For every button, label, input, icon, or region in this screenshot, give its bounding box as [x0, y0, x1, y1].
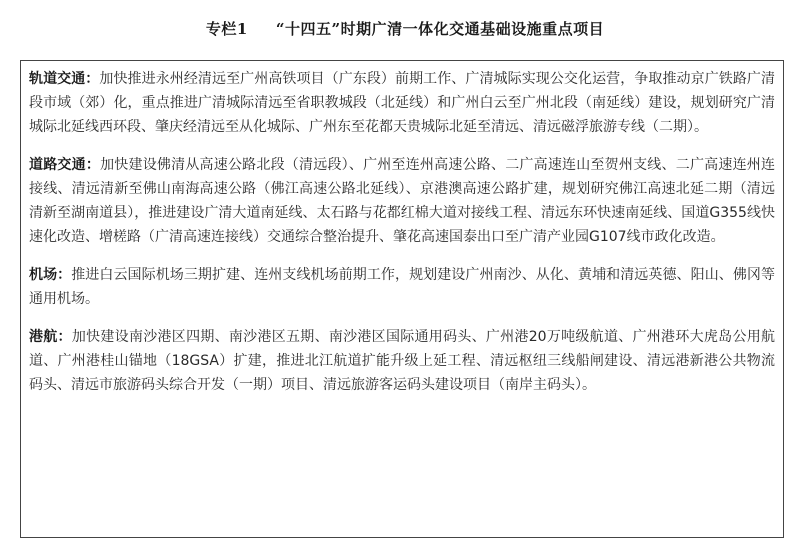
section-body: 推进白云国际机场三期扩建、连州支线机场前期工作，规划建设广州南沙、从化、黄埔和清远英德、阳山、佛冈等通用机场。 — [29, 267, 776, 307]
section-body: 加快推进永州经清远至广州高铁项目（广东段）前期工作、广清城际实现公交化运营，争取推动京广铁路广清段市域（郊）化，重点推进广清城际清远至省职教城段（北延线）和广州白云至广州北段（南延线）建设，规划研究广清城际北延线西环段、肇庆经清远至从化城际、广州东至花都天贵城际北延至清远、清远磁浮旅游专线（二期）。 — [29, 71, 776, 135]
section-heading: 道路交通： — [29, 157, 101, 173]
section-port-shipping — [29, 325, 775, 397]
section-heading: 港航： — [29, 329, 72, 345]
section-body: 加快建设南沙港区四期、南沙港区五期、南沙港区国际通用码头、广州港20万吨级航道、广州港环大虎岛公用航道、广州港桂山锚地（18GSA）扩建，推进北江航道扩能升级上延工程、清远枢纽三线船闸建设、清远港新港公共物流码头、清远市旅游码头综合开发（一期）项目、清远旅游客运码头建设项目（南岸主码头）。 — [29, 329, 776, 393]
section-road-transit — [29, 153, 775, 249]
section-heading: 轨道交通： — [29, 71, 100, 87]
section-airport — [29, 263, 775, 311]
column-label: 专栏1 — [205, 20, 248, 38]
section-rail-transit — [29, 67, 775, 139]
project-box — [20, 60, 784, 538]
section-heading: 机场： — [29, 267, 72, 283]
column-title: “十四五”时期广清一体化交通基础设施重点项目 — [275, 20, 605, 38]
page-title — [0, 18, 810, 39]
section-body: 加快建设佛清从高速公路北段（清远段）、广州至连州高速公路、二广高速连山至贺州支线、二广高速连州连接线、清远清新至佛山南海高速公路（佛江高速公路北延线）、京港澳高速公路扩建，规划研究佛江高速北延二期（清远清新至湖南道县），推进建设广清大道南延线、太石路与花都红棉大道对接线工程、清远东环快速南延线、国道G355线快速化改造、增槎路（广清高速连接线）交通综合整治提升、肇花高速国泰出口至广清产业园G107线市政化改造。 — [29, 157, 776, 245]
